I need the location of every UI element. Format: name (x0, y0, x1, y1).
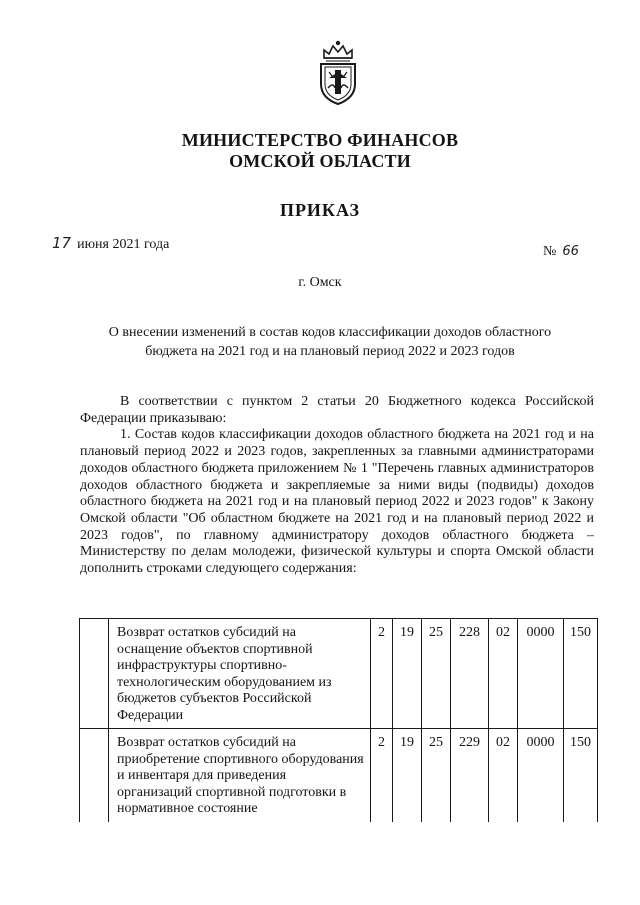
order-body (80, 394, 594, 578)
ministry-line-2: ОМСКОЙ ОБЛАСТИ (229, 151, 411, 171)
table-cell-code-6: 0000 (518, 729, 564, 822)
date-month-year: июня 2021 года (77, 237, 170, 252)
body-paragraph-2: 1. Состав кодов классификации доходов областного бюджета на 2021 год и на плановый период 2022 и 2023 годов, закрепленных за главными администраторами доходов областного бюджета приложением № 1 "Перечень главных администраторов доходов областного бюджета и закрепляемые за ними виды (подвиды) доходов областного бюджета на 2021 год и на плановый период 2022 и 2023 годов" к Закону Омской области "Об областном бюджете на 2021 год и на плановый период 2022 и 2023 годов", по главному администратору доходов областного бюджета – Министерству по делам молодежи, физической культуры и спорта Омской области дополнить строками следующего содержания: (80, 427, 594, 577)
table-cell-blank (80, 619, 109, 729)
order-date (52, 234, 169, 253)
table-cell-code-3: 25 (422, 619, 451, 729)
number-handwritten: 66 (562, 244, 579, 259)
city-line: г. Омск (298, 275, 342, 290)
table-cell-code-4: 229 (451, 729, 489, 822)
table-cell-code-2: 19 (393, 619, 422, 729)
table-cell-code-5: 02 (489, 729, 518, 822)
body-paragraph-1: В соответствии с пунктом 2 статьи 20 Бюджетного кодекса Российской Федерации приказываю: (80, 394, 594, 426)
order-number (543, 244, 579, 260)
table-cell-code-7: 150 (564, 729, 598, 822)
table-cell-code-4: 228 (451, 619, 489, 729)
table-cell-description: Возврат остатков субсидий на приобретение спортивного оборудования и инвентаря для приведения организаций спортивной подготовки в нормативное состояние (109, 729, 371, 822)
ministry-line-1: МИНИСТЕРСТВО ФИНАНСОВ (181, 130, 459, 150)
table-cell-code-6: 0000 (518, 619, 564, 729)
table-row (80, 729, 598, 822)
date-day-handwritten: 17 (52, 234, 72, 252)
table-cell-code-7: 150 (564, 619, 598, 729)
subject-line-2: бюджета на 2021 год и на плановый период 2022 и 2023 годов (145, 344, 515, 359)
table-cell-description: Возврат остатков субсидий на оснащение объектов спортивной инфраструктуры спортивно-технологическим оборудованием из бюджетов субъектов Российской Федерации (109, 619, 371, 729)
document-type-title: ПРИКАЗ (279, 200, 361, 220)
table-row (80, 619, 598, 729)
revenue-codes-table (79, 618, 598, 822)
table-cell-code-1: 2 (371, 619, 393, 729)
table-cell-code-2: 19 (393, 729, 422, 822)
table-cell-code-1: 2 (371, 729, 393, 822)
table-cell-code-3: 25 (422, 729, 451, 822)
ministry-name (0, 130, 640, 172)
omsk-coat-of-arms-icon (316, 38, 360, 106)
subject-line-1: О внесении изменений в состав кодов классификации доходов областного (108, 325, 552, 340)
table-cell-code-5: 02 (489, 619, 518, 729)
table-cell-blank (80, 729, 109, 822)
order-subject (60, 323, 600, 361)
number-label: № (543, 244, 557, 259)
